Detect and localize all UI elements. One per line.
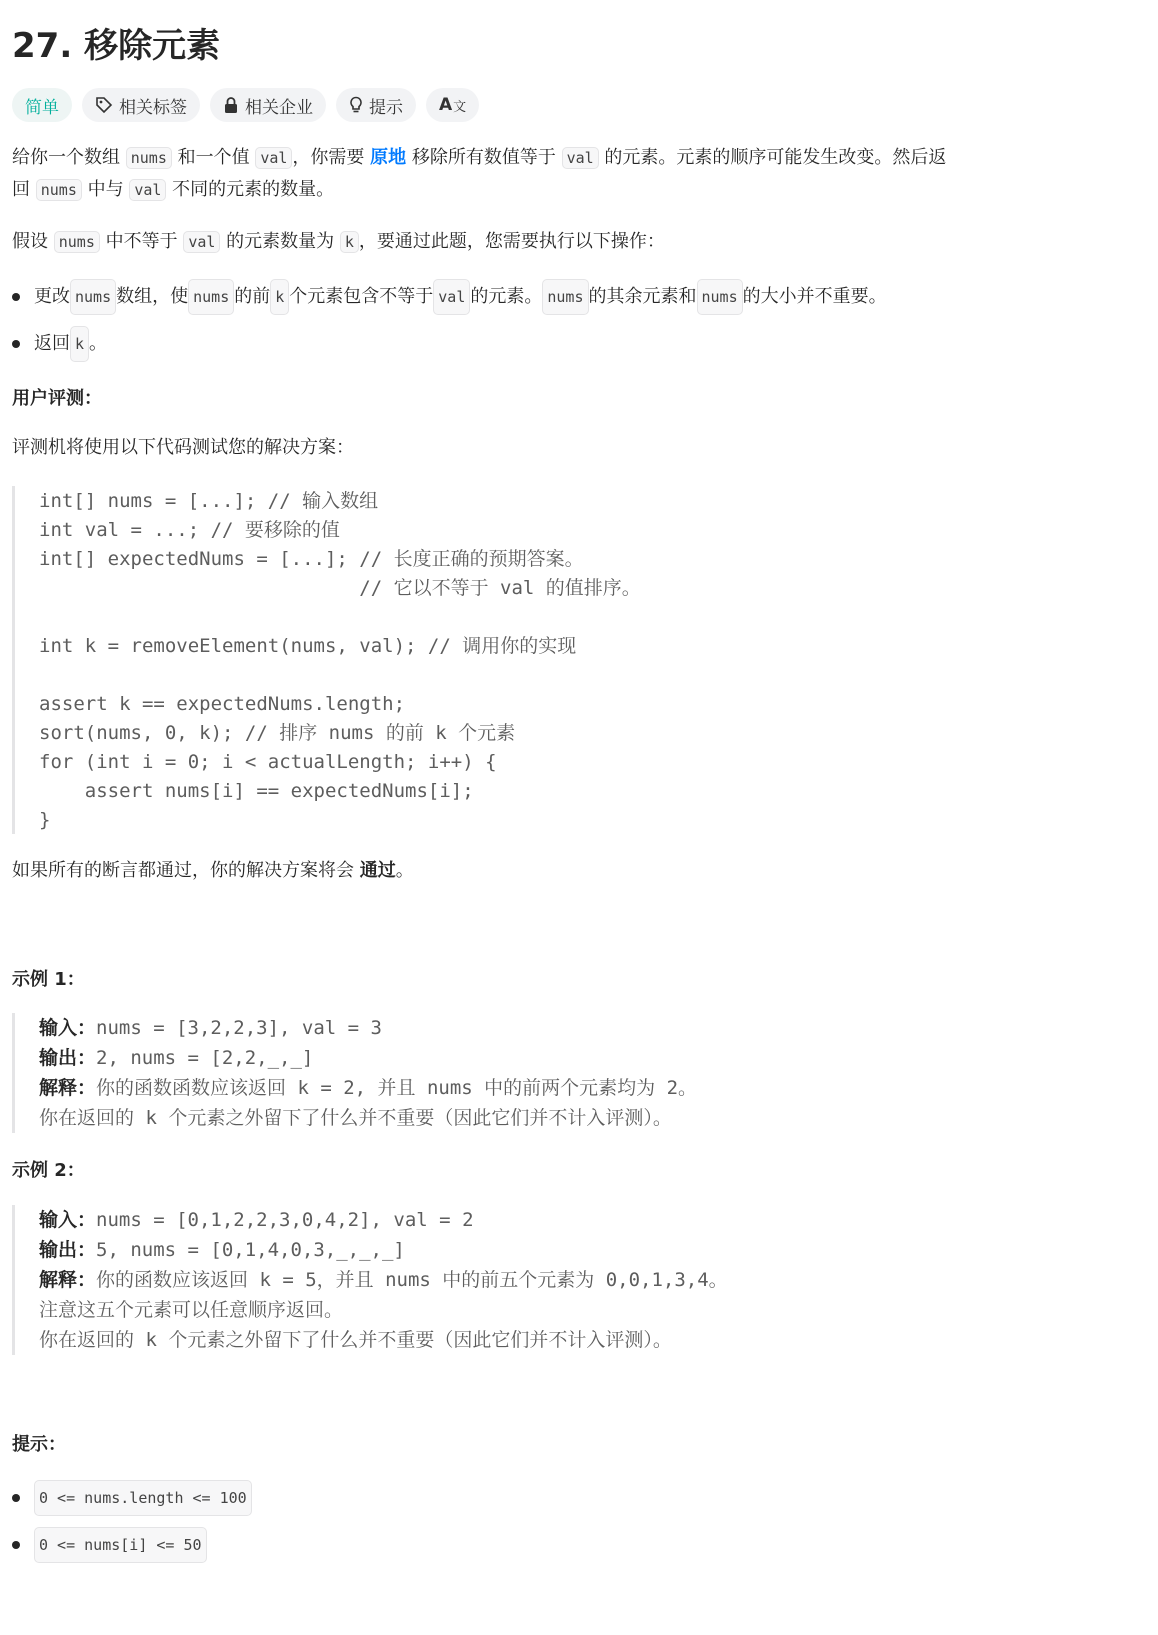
text: 给你一个数组: [12, 147, 126, 168]
inline-code: nums: [70, 279, 116, 315]
inline-code: nums: [54, 231, 100, 253]
text: 。: [89, 333, 108, 354]
inline-code: val: [255, 147, 292, 169]
related-tags-label: 相关标签: [119, 97, 187, 118]
list-item: [12, 279, 887, 315]
constraint-code: 0 <= nums.length <= 100: [34, 1480, 252, 1516]
inline-code: nums: [188, 279, 234, 315]
output-value: 5, nums = [0,1,4,0,3,_,_,_]: [96, 1239, 405, 1261]
bullet-icon: [12, 1541, 20, 1549]
judge-intro: 评测机将使用以下代码测试您的解决方案：: [12, 437, 354, 458]
code-line: // 它以不等于 val 的值排序。: [39, 577, 641, 599]
code-line: [39, 660, 641, 689]
output-label: 输出：: [39, 1239, 97, 1261]
inline-code: val: [433, 279, 470, 315]
text: 的大小并不重要。: [742, 286, 887, 307]
example-1-heading: 示例 1：: [12, 969, 85, 990]
text: 如果所有的断言都通过，你的解决方案将会: [12, 860, 360, 881]
lightbulb-icon: [349, 96, 363, 114]
text: 更改: [34, 286, 70, 307]
code-line: int k = removeElement(nums, val); // 调用你的实现: [39, 635, 577, 657]
code-line: sort(nums, 0, k); // 排序 nums 的前 k 个元素: [39, 722, 516, 744]
related-companies-label: 相关企业: [245, 97, 313, 118]
inplace-link[interactable]: 原地: [370, 147, 407, 168]
tag-bar: [12, 88, 479, 122]
list-item: [12, 326, 107, 362]
translate-icon: A: [439, 95, 453, 115]
bullet-icon: [12, 293, 20, 301]
output-value: 2, nums = [2,2,_,_]: [96, 1047, 314, 1069]
related-companies-button[interactable]: [210, 88, 326, 122]
input-value: nums = [3,2,2,3], val = 3: [96, 1017, 382, 1039]
example-2-block: [12, 1205, 728, 1355]
lock-icon: [223, 96, 239, 114]
explain-line: 你的函数应该返回 k = 5，并且 nums 中的前五个元素为 0,0,1,3,4。: [96, 1269, 728, 1291]
code-line: assert nums[i] == expectedNums[i];: [39, 780, 474, 802]
pass-paragraph: [12, 855, 1098, 887]
bullet-icon: [12, 340, 20, 348]
page-title: 27. 移除元素: [12, 26, 221, 66]
difficulty-badge: [12, 88, 72, 122]
inline-code: nums: [697, 279, 743, 315]
hint-label: 提示: [369, 97, 403, 118]
inline-code: val: [129, 179, 166, 201]
output-label: 输出：: [39, 1047, 97, 1069]
text: 。: [395, 860, 414, 881]
constraints-heading: 提示：: [12, 1434, 66, 1455]
text: 移除所有数值等于: [406, 147, 562, 168]
inline-code: k: [70, 326, 89, 362]
inline-code: nums: [542, 279, 588, 315]
text: 的元素。元素的顺序可能发生改变。然后返: [598, 147, 947, 168]
text: ，要通过此题，您需要执行以下操作：: [358, 231, 665, 252]
description-paragraph-2: [12, 226, 1098, 258]
code-line: }: [39, 809, 51, 831]
inline-code: val: [183, 231, 220, 253]
judge-heading: 用户评测：: [12, 388, 102, 409]
inline-code: k: [340, 231, 359, 253]
constraint-item: [12, 1527, 207, 1563]
text: 中不等于: [99, 231, 184, 252]
inline-code: val: [562, 147, 599, 169]
text: 和一个值: [171, 147, 256, 168]
explain-line: 注意这五个元素可以任意顺序返回。: [39, 1299, 344, 1321]
text: 中与: [81, 179, 130, 200]
judge-code-block: [12, 486, 641, 834]
text: 数组，使: [116, 286, 189, 307]
input-label: 输入：: [39, 1017, 97, 1039]
text: 不同的元素的数量。: [166, 179, 335, 200]
code-line: for (int i = 0; i < actualLength; i++) {: [39, 751, 497, 773]
difficulty-label: 简单: [25, 97, 59, 118]
inline-code: k: [270, 279, 289, 315]
code-line: int[] nums = [...]; // 输入数组: [39, 490, 379, 512]
text: 假设: [12, 231, 54, 252]
translate-button[interactable]: [426, 88, 479, 122]
pass-bold: 通过: [359, 860, 396, 881]
related-tags-button[interactable]: [82, 88, 200, 122]
text: 的前: [234, 286, 271, 307]
explain-label: 解释：: [39, 1269, 97, 1291]
input-value: nums = [0,1,2,2,3,0,4,2], val = 2: [96, 1209, 474, 1231]
text: 回: [12, 179, 36, 200]
input-label: 输入：: [39, 1209, 97, 1231]
constraint-item: [12, 1480, 252, 1516]
inline-code: nums: [126, 147, 172, 169]
bullet-icon: [12, 1494, 20, 1502]
example-2-heading: 示例 2：: [12, 1160, 85, 1181]
text: 个元素包含不等于: [289, 286, 434, 307]
text: 返回: [34, 333, 70, 354]
inline-code: nums: [36, 179, 82, 201]
explain-line: 你的函数函数应该返回 k = 2, 并且 nums 中的前两个元素均为 2。: [96, 1077, 698, 1099]
text: 的元素。: [470, 286, 543, 307]
tag-icon: [95, 96, 113, 114]
example-1-block: [12, 1013, 697, 1133]
explain-label: 解释：: [39, 1077, 97, 1099]
code-line: [39, 602, 641, 631]
hint-button[interactable]: [336, 88, 416, 122]
description-paragraph-1: [12, 142, 1098, 206]
explain-line: 你在返回的 k 个元素之外留下了什么并不重要（因此它们并不计入评测）。: [39, 1107, 672, 1129]
text: 的其余元素和: [588, 286, 697, 307]
code-line: int val = ...; // 要移除的值: [39, 519, 340, 541]
text: 的元素数量为: [220, 231, 340, 252]
translate-icon-sub: 文: [453, 99, 467, 115]
code-line: int[] expectedNums = [...]; // 长度正确的预期答案。: [39, 548, 584, 570]
explain-line: 你在返回的 k 个元素之外留下了什么并不重要（因此它们并不计入评测）。: [39, 1329, 672, 1351]
code-line: assert k == expectedNums.length;: [39, 693, 406, 715]
text: ，你需要: [292, 147, 371, 168]
constraint-code: 0 <= nums[i] <= 50: [34, 1527, 207, 1563]
